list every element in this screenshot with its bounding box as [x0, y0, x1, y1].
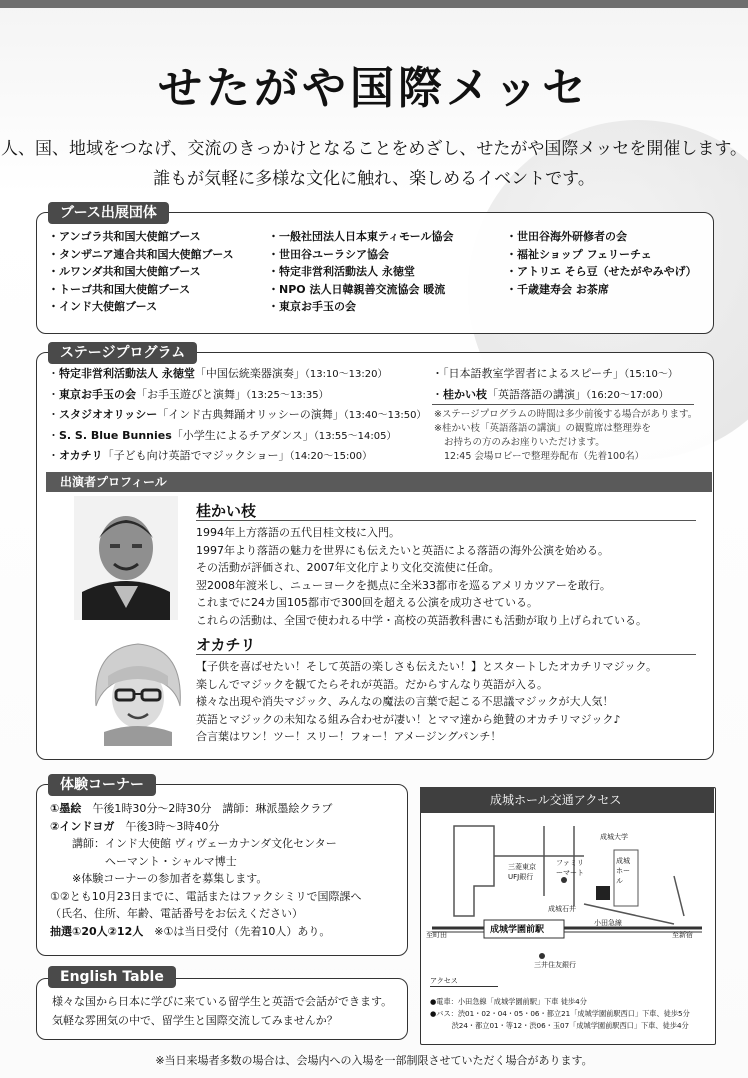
booth-item: ・ 世田谷ユーラシア協会 [268, 246, 498, 264]
experience-heading: 体験コーナー [48, 774, 156, 796]
experience-line: ※体験コーナーの参加者を募集します。 [50, 872, 268, 885]
stage-note: 12:45 会場ロビーで整理券配布（先着100名） [444, 451, 645, 462]
stage-org: S. S. Blue Bunnies [59, 428, 172, 442]
stage-left-list [48, 364, 428, 467]
booth-item: ・ タンザニア連合共和国大使館ブース [48, 246, 268, 264]
stage-title: 「英語落語の講演」 [487, 387, 586, 401]
booth-item: ・ 一般社団法人日本東ティモール協会 [268, 228, 498, 246]
map-label-mart: ファミリーマート [556, 859, 584, 877]
stage-time: （13:25～13:35） [246, 389, 329, 401]
english-body [52, 992, 402, 1030]
profile-name-1: 桂かい枝 [196, 502, 257, 520]
stage-note: ※桂かい枝「英語落語の講演」の観覧席は整理券を [434, 423, 651, 434]
experience-line: ①②とも10月23日までに、電話またはファクシミリで国際課へ [50, 889, 362, 903]
stage-title: 「インド古典舞踊オリッシーの演舞」 [157, 408, 344, 421]
top-band [0, 0, 748, 8]
booth-column-2 [268, 228, 498, 316]
map-label-station: 成城学園前駅 [490, 925, 545, 935]
stage-org: スタジオオリッシー [59, 408, 158, 421]
experience-line: 講師：インド大使館 ヴィヴェーカナンダ文化センター [50, 837, 337, 850]
stage-title: 「お手玉遊びと演舞」 [136, 387, 246, 401]
booth-item: ・ NPO 法人日韓親善交流協会 暖流 [268, 281, 498, 299]
page-title: せたがや国際メッセ [158, 63, 590, 114]
map-label-univ: 成城大学 [600, 833, 628, 841]
experience-line: （氏名、住所、年齢、電話番号をお伝えください） [50, 907, 303, 920]
stage-item: ・東京お手玉の会「お手玉遊びと演舞」（13:25～13:35） [48, 387, 329, 401]
map-label-bank2: 三井住友銀行 [534, 961, 576, 969]
stage-notes [434, 408, 710, 464]
stage-title: 「子ども向け英語でマジックショー」 [102, 449, 290, 462]
stage-divider [432, 404, 694, 405]
stage-org: 東京お手玉の会 [59, 387, 136, 401]
stage-item: ・桂かい枝「英語落語の講演」（16:20～17:00） [432, 387, 669, 401]
stage-org: オカチリ [59, 449, 103, 462]
access-line: ●バス：渋01・02・04・05・06・都立21「成城学園前駅西口」下車、徒歩5分 [430, 1009, 690, 1018]
portrait-okachiri [90, 636, 186, 746]
access-line: ●電車：小田急線「成城学園前駅」下車 徒歩4分 [430, 997, 587, 1006]
booth-item: ・ ルワンダ共和国大使館ブース [48, 263, 268, 281]
profile-line: これらの活動は、全国で使われる中学・高校の英語教科書にも活動が取り上げられている。 [196, 613, 647, 627]
profile-line: 合言葉はワン！ツー！スリー！フォー！アメージングパンチ！ [196, 730, 502, 743]
portrait-katsura-kaishi [74, 496, 178, 620]
english-heading: English Table [48, 966, 176, 988]
stage-note: お持ちの方のみお座りいただけます。 [444, 437, 605, 448]
map-label-ishii: 成城石井 [548, 905, 576, 913]
stage-time: （13:55～14:05） [313, 430, 397, 442]
profile-band: 出演者プロフィール [46, 472, 712, 492]
map-label-odakyu: 小田急線 [594, 919, 622, 927]
access-lines [430, 996, 710, 1032]
booth-item: ・ 東京お手玉の会 [268, 298, 498, 316]
profile-line: 英語とマジックの未知なる組み合わせが凄い！とママ達から絶賛のオカチリマジック♪ [196, 712, 621, 726]
stage-time: （13:10～13:20） [304, 369, 388, 380]
experience-line: 抽選①20人②12人 ※①は当日受付（先着10人）あり。 [50, 924, 331, 938]
english-line: 気軽な雰囲気の中で、留学生と国際交流してみませんか？ [52, 1014, 338, 1027]
stage-heading: ステージプログラム [48, 342, 197, 364]
booth-item: ・ トーゴ共和国大使館ブース [48, 281, 268, 299]
stage-time: （14:20～15:00） [289, 451, 373, 462]
booth-item: ・ アトリエ そら豆（せたがやみやげ） [506, 263, 706, 281]
stage-item: ・特定非営利活動法人 永徳堂「中国伝統楽器演奏」（13:10～13:20） [48, 367, 388, 380]
stage-item: ・S. S. Blue Bunnies「小学生によるチアダンス」（13:55～14:05） [48, 428, 397, 442]
experience-line: ②インドヨガ 午後3時～3時40分 [50, 819, 220, 833]
map-label-right-dir: 至新宿 [672, 931, 693, 939]
booth-item: ・ インド大使館ブース [48, 298, 268, 316]
profile-line: 【子供を喜ばせたい！そして英語の楽しさも伝えたい！】とスタートしたオカチリマジック。 [196, 660, 658, 673]
booth-column-3 [506, 228, 706, 298]
map-label-bank: 三菱東京UFJ銀行 [508, 863, 536, 881]
stage-title: 「中国伝統楽器演奏」 [194, 367, 305, 380]
booth-item: ・ 千歳建寿会 お茶席 [506, 281, 706, 299]
stage-org: 桂かい枝 [443, 387, 487, 401]
stage-title: 「小学生によるチアダンス」 [171, 428, 314, 442]
stage-title: 「日本語教室学習者によるスピーチ」 [443, 367, 625, 380]
profile-line: 1994年上方落語の五代目桂文枝に入門。 [196, 526, 400, 539]
footer-note: ※当日来場者多数の場合は、会場内への入場を一部制限させていただく場合があります。 [155, 1054, 593, 1067]
lead-line-2: 誰もが気軽に多様な文化に触れ、楽しめるイベントです。 [153, 169, 595, 189]
english-line: 様々な国から日本に学びに来ている留学生と英語で会話ができます。 [52, 995, 393, 1008]
lead-line-1: 人、国、地域をつなげ、交流のきっかけとなることをめざし、せたがや国際メッセを開催します。 [1, 139, 747, 159]
access-heading: 成城ホール交通アクセス [420, 787, 714, 813]
profile-rule-2 [196, 654, 696, 655]
profile-line: これまでに24カ国105都市で300回を超える公演を成功させている。 [196, 596, 538, 609]
access-tag: アクセス [430, 976, 498, 987]
profile-line: その活動が評価され、2007年文化庁より文化交流使に任命。 [196, 561, 500, 574]
stage-item: ・「日本語教室学習者によるスピーチ」（15:10～） [432, 367, 678, 380]
booth-item: ・ 特定非営利活動法人 永徳堂 [268, 263, 498, 281]
stage-org: 特定非営利活動法人 永徳堂 [59, 367, 195, 380]
profile-name-2: オカチリ [196, 636, 256, 654]
profile-line: 1997年より落語の魅力を世界にも伝えたいと英語による落語の海外公演を始める。 [196, 543, 609, 557]
booth-item: ・ 福祉ショップ フェリーチェ [506, 246, 706, 264]
profile-text-1 [196, 524, 706, 629]
stage-time: （13:40～13:50） [343, 410, 427, 421]
access-line: 渋24・都立01・等12・渋06・玉07「成城学園前駅西口」下車、徒歩4分 [430, 1021, 689, 1030]
profile-text-2 [196, 658, 706, 746]
experience-line: ヘーマント・シャルマ博士 [50, 854, 237, 868]
booth-item: ・ 世田谷海外研修者の会 [506, 228, 706, 246]
profile-line: 様々な出現や消失マジック、みんなの魔法の言葉で起こる不思議マジックが大人気！ [196, 695, 614, 708]
map-label-left-dir: 至町田 [426, 931, 447, 939]
stage-item: ・スタジオオリッシー「インド古典舞踊オリッシーの演舞」（13:40～13:50） [48, 408, 427, 421]
experience-body [50, 800, 402, 940]
profile-rule-1 [196, 520, 696, 521]
stage-time: （16:20～17:00） [586, 389, 669, 401]
stage-right-list [432, 364, 710, 405]
map-label-hall: 成城ホール [616, 857, 630, 885]
stage-time: （15:10～） [624, 369, 678, 380]
experience-line: ①墨絵 午後1時30分～2時30分 講師：琳派墨絵クラブ [50, 802, 333, 815]
booth-column-1 [48, 228, 268, 316]
profile-line: 楽しんでマジックを観てたらそれが英語。だからすんなり英語が入る。 [196, 677, 548, 691]
booth-heading: ブース出展団体 [48, 202, 169, 224]
profile-line: 翌2008年渡米し、ニューヨークを拠点に全米33都市を巡るアメリカツアーを敢行。 [196, 578, 611, 592]
access-map [424, 816, 710, 966]
stage-item: ・オカチリ「子ども向け英語でマジックショー」（14:20～15:00） [48, 449, 373, 462]
booth-item: ・ アンゴラ共和国大使館ブース [48, 228, 268, 246]
stage-note: ※ステージプログラムの時間は多少前後する場合があります。 [434, 409, 698, 420]
